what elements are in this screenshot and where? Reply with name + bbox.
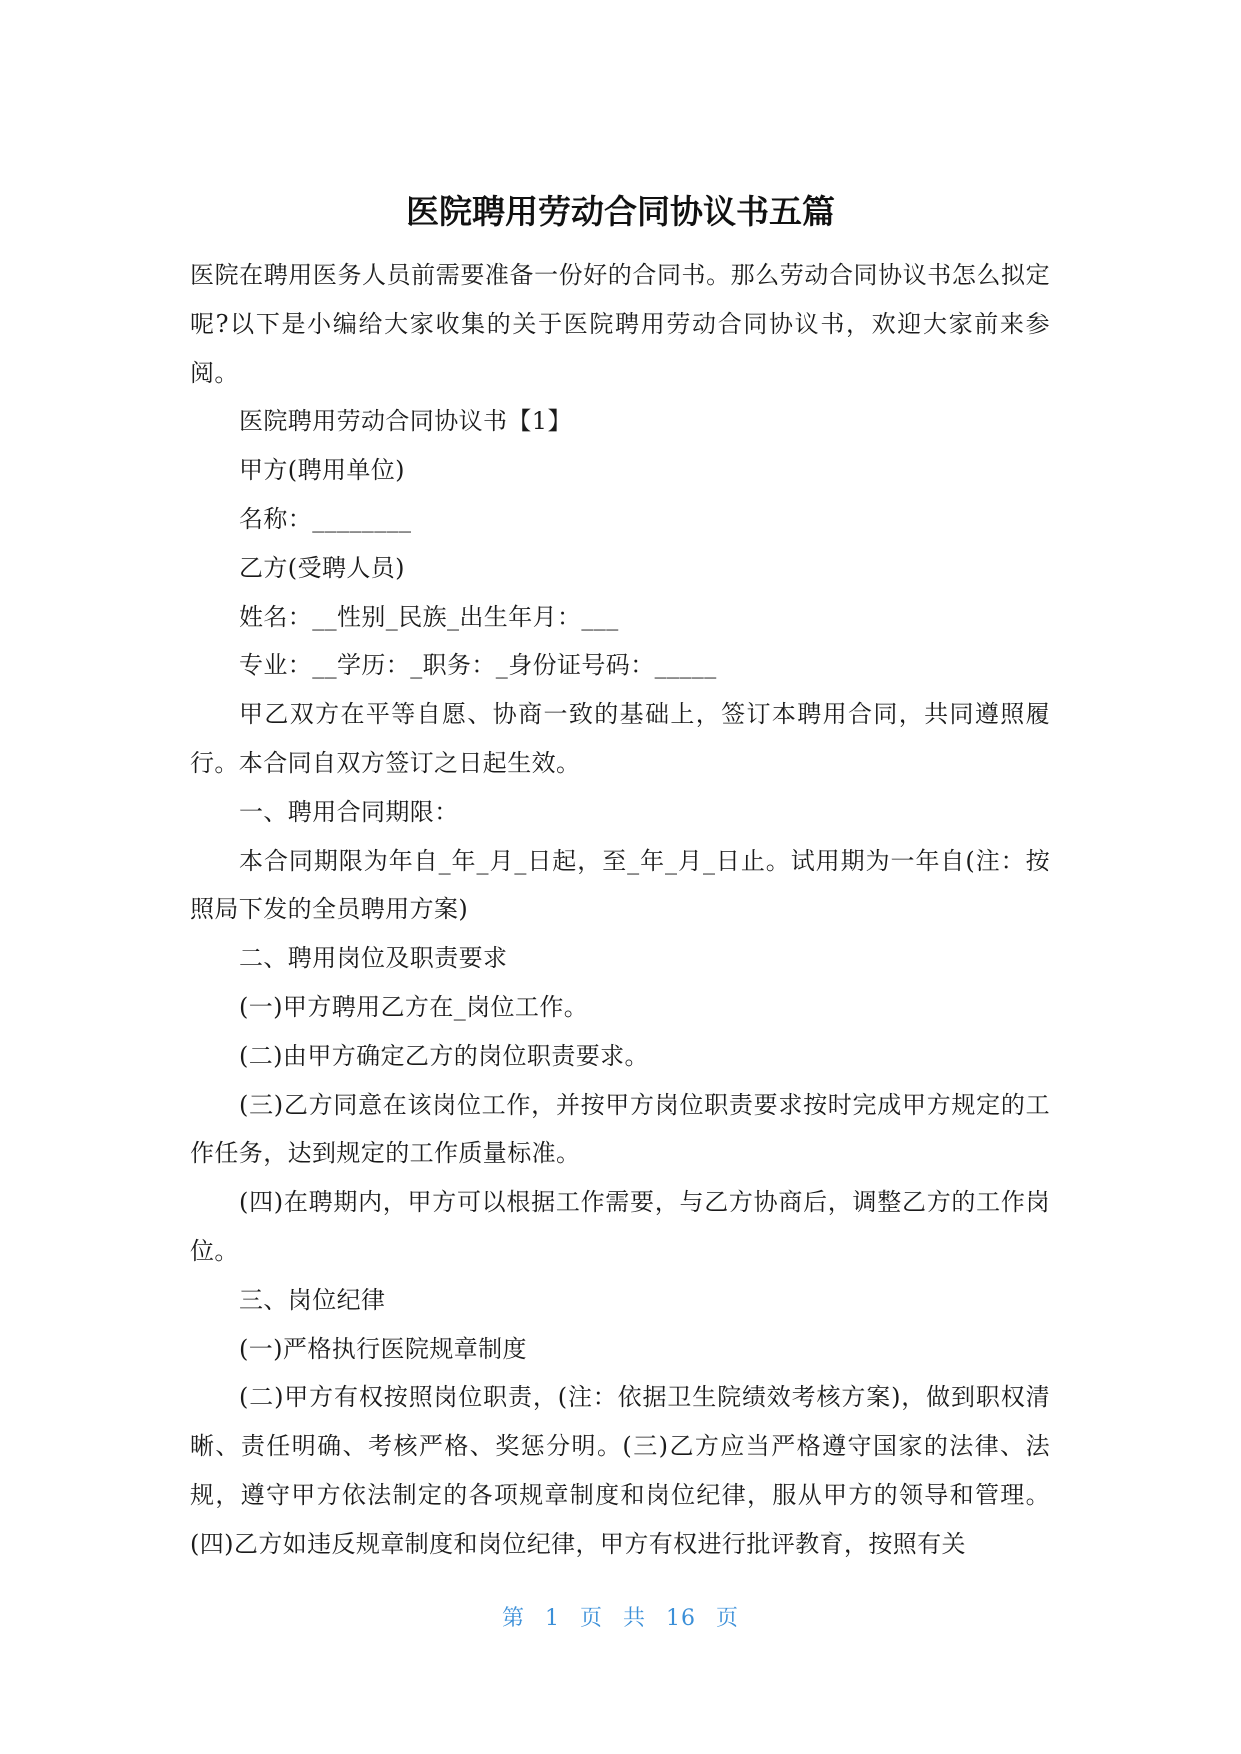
paragraph-name-field: 名称：________: [239, 504, 412, 533]
paragraph-intro: 医院在聘用医务人员前需要准备一份好的合同书。那么劳动合同协议书怎么拟定呢?以下是小编给大家收集的关于医院聘用劳动合同协议书，欢迎大家前来参阅。: [190, 261, 1050, 387]
paragraph-term: 本合同期限为年自_年_月_日起，至_年_月_日止。试用期为一年自(注：按照局下发的全员聘用方案): [190, 846, 1050, 924]
paragraph-section-heading: 医院聘用劳动合同协议书【1】: [239, 407, 572, 436]
paragraph-discipline-2: (二)甲方有权按照岗位职责，(注：依据卫生院绩效考核方案)，做到职权清晰、责任明确、考核严格、奖惩分明。(三)乙方应当严格遵守国家的法律、法规，遵守甲方依法制定的各项规章制度和岗位纪律，服从甲方的领导和管理。(四)乙方如违反规章制度和岗位纪律，甲方有权进行批评教育，按照有关: [190, 1383, 1050, 1558]
paragraph-personal-info: 姓名：__性别_民族_出生年月：___: [239, 602, 619, 631]
paragraph-position-2: (二)由甲方确定乙方的岗位职责要求。: [239, 1041, 649, 1070]
paragraph-professional-info: 专业：__学历：_职务：_身份证号码：_____: [239, 651, 717, 680]
document-title: 医院聘用劳动合同协议书五篇: [406, 192, 835, 231]
paragraph-position-4: (四)在聘期内，甲方可以根据工作需要，与乙方协商后，调整乙方的工作岗位。: [190, 1188, 1050, 1265]
paragraph-party-b: 乙方(受聘人员): [239, 553, 405, 582]
paragraph-discipline-1: (一)严格执行医院规章制度: [239, 1334, 527, 1363]
paragraph-heading-term: 一、聘用合同期限：: [239, 797, 459, 826]
paragraph-position-3: (三)乙方同意在该岗位工作，并按甲方岗位职责要求按时完成甲方规定的工作任务，达到规定的工作质量标准。: [190, 1090, 1050, 1168]
page-number-footer: 第 1 页 共 16 页: [502, 1606, 739, 1631]
paragraph-agreement: 甲乙双方在平等自愿、协商一致的基础上，签订本聘用合同，共同遵照履行。本合同自双方签订之日起生效。: [190, 700, 1050, 777]
document-body: [190, 251, 1050, 1569]
paragraph-heading-discipline: 三、岗位纪律: [239, 1285, 386, 1314]
paragraph-heading-position: 二、聘用岗位及职责要求: [239, 944, 508, 973]
paragraph-position-1: (一)甲方聘用乙方在_岗位工作。: [239, 992, 589, 1021]
paragraph-party-a: 甲方(聘用单位): [239, 456, 405, 485]
